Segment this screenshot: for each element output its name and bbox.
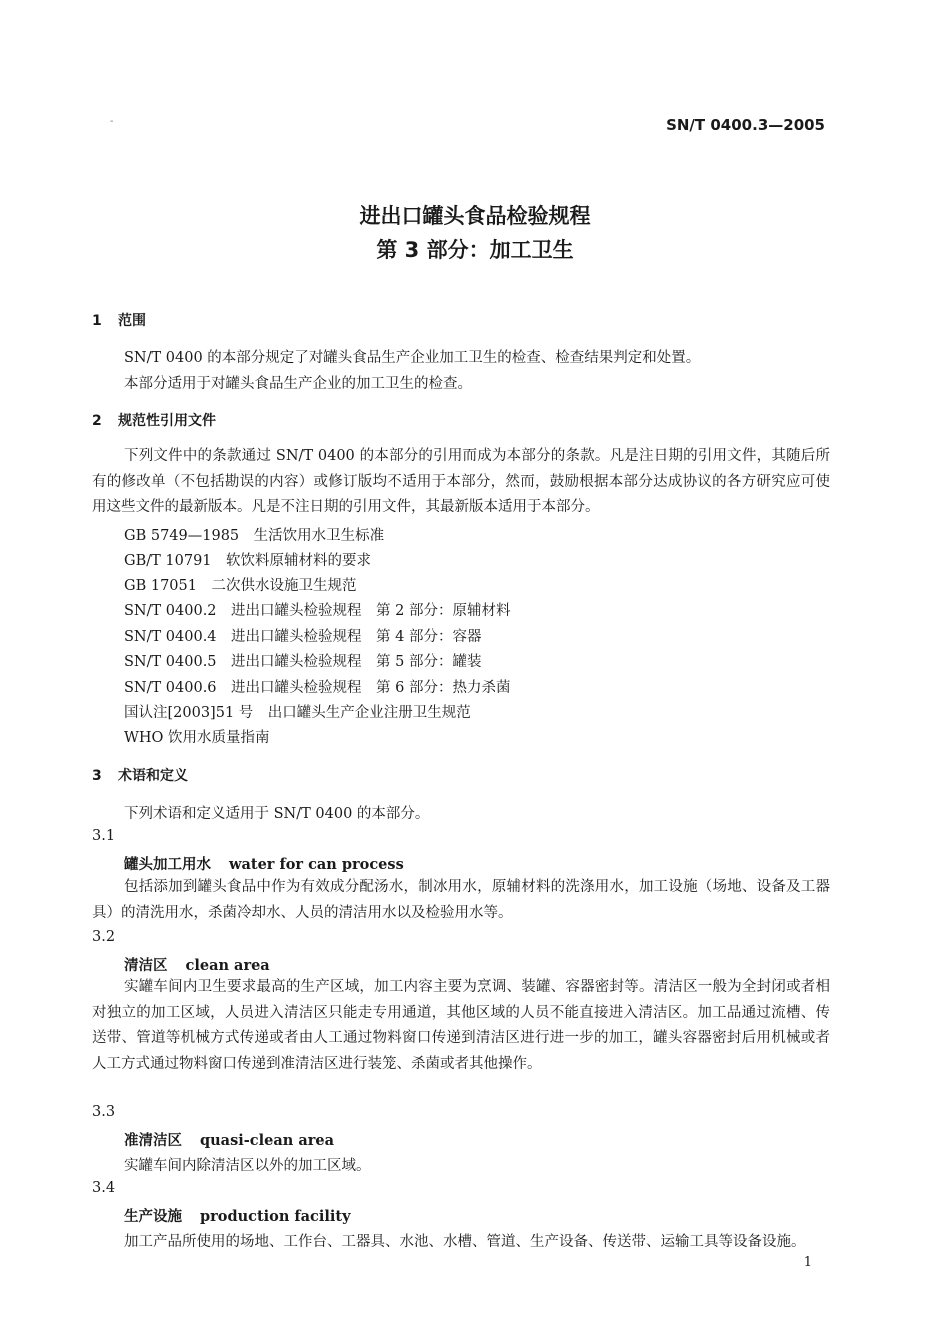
term-zh: 罐头加工用水 <box>124 857 211 873</box>
term-definition: 实罐车间内卫生要求最高的生产区域，加工内容主要为烹调、装罐、容器密封等。清洁区一般为全封闭或者相对独立的加工区域，人员进入清洁区只能走专用通道，其他区域的人员不能直接进入清洁区。加工品通过流槽、传送带、管道等机械方式传递或者由人工通过物料窗口传递到清洁区进行进一步的加工，罐头容器密封后用机械或者人工方式通过物料窗口传递到准清洁区进行装笼、杀菌或者其他操作。 <box>92 979 830 1072</box>
reference-item: SN/T 0400.4 进出口罐头检验规程 第 4 部分：容器 <box>124 629 482 645</box>
paragraph: SN/T 0400 的本部分规定了对罐头食品生产企业加工卫生的检查、检查结果判定和处置。 <box>124 350 701 366</box>
paragraph: 下列文件中的条款通过 SN/T 0400 的本部分的引用而成为本部分的条款。凡是注日期的引用文件，其随后所有的修改单（不包括勘误的内容）或修订版均不适用于本部分，然而，鼓励根据本部分达成协议的各方研究应可使用这些文件的最新版本。凡是不注日期的引用文件，其最新版本适用于本部分。 <box>92 448 830 515</box>
clause-number: 3.3 <box>92 1104 116 1120</box>
term-en: clean area <box>185 957 270 974</box>
clause-number: 3.1 <box>92 828 116 844</box>
term-en: water for can process <box>229 856 404 873</box>
reference-item: SN/T 0400.2 进出口罐头检验规程 第 2 部分：原辅材料 <box>124 603 511 619</box>
term-heading <box>124 954 270 975</box>
reference-item: GB 5749—1985 生活饮用水卫生标准 <box>124 528 385 544</box>
paragraph: 下列术语和定义适用于 SN/T 0400 的本部分。 <box>124 806 430 822</box>
term-definition: 加工产品所使用的场地、工作台、工器具、水池、水槽、管道、生产设备、传送带、运输工具等设备设施。 <box>124 1234 806 1250</box>
document-title: 进出口罐头食品检验规程 <box>359 204 591 228</box>
reference-item: GB/T 10791 软饮料原辅材料的要求 <box>124 553 372 569</box>
page-number: 1 <box>803 1255 812 1270</box>
reference-item: SN/T 0400.6 进出口罐头检验规程 第 6 部分：热力杀菌 <box>124 680 511 696</box>
clause-number: 3.2 <box>92 929 116 945</box>
scan-mark: - <box>110 116 114 127</box>
section-3-heading <box>92 765 188 785</box>
section-title: 范围 <box>118 313 146 329</box>
section-1-heading <box>92 310 146 330</box>
term-heading <box>124 1129 334 1150</box>
section-title: 术语和定义 <box>118 768 188 784</box>
term-zh: 生产设施 <box>124 1209 182 1225</box>
reference-item: 国认注[2003]51 号 出口罐头生产企业注册卫生规范 <box>124 705 471 721</box>
section-number: 1 <box>92 313 102 329</box>
term-definition: 包括添加到罐头食品中作为有效成分配汤水，制冰用水，原辅材料的洗涤用水，加工设施（场地、设备及工器具）的清洗用水，杀菌冷却水、人员的清洁用水以及检验用水等。 <box>92 879 830 921</box>
section-number: 2 <box>92 413 102 429</box>
term-definition: 实罐车间内除清洁区以外的加工区域。 <box>124 1158 371 1174</box>
paragraph: 本部分适用于对罐头食品生产企业的加工卫生的检查。 <box>124 376 472 392</box>
reference-item: WHO 饮用水质量指南 <box>124 730 270 746</box>
term-zh: 准清洁区 <box>124 1133 182 1149</box>
term-en: quasi-clean area <box>200 1132 334 1149</box>
clause-number: 3.4 <box>92 1180 116 1196</box>
term-heading <box>124 853 404 874</box>
section-2-heading <box>92 410 216 430</box>
standard-code: SN/T 0400.3—2005 <box>666 116 825 134</box>
section-title: 规范性引用文件 <box>118 413 216 429</box>
term-heading <box>124 1205 351 1226</box>
reference-item: SN/T 0400.5 进出口罐头检验规程 第 5 部分：罐装 <box>124 654 482 670</box>
reference-item: GB 17051 二次供水设施卫生规范 <box>124 578 357 594</box>
section-number: 3 <box>92 768 102 784</box>
term-en: production facility <box>200 1208 351 1225</box>
term-zh: 清洁区 <box>124 958 168 974</box>
document-subtitle: 第 3 部分：加工卫生 <box>376 238 574 262</box>
